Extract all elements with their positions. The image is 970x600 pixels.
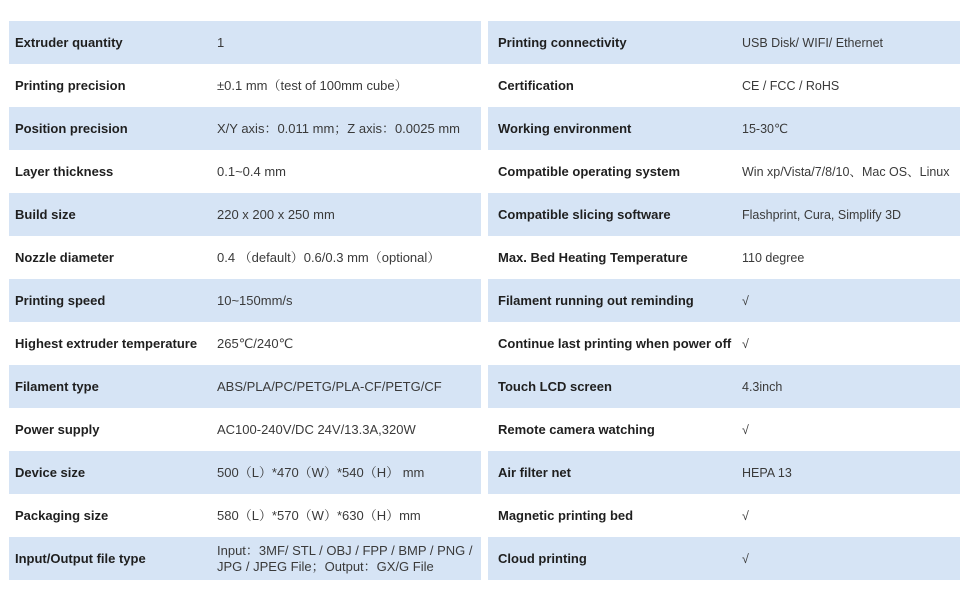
spec-label: Cloud printing [498, 551, 587, 566]
spec-label: Build size [15, 207, 76, 222]
spec-label: Working environment [498, 121, 632, 136]
spec-row-touch-lcd [488, 365, 960, 408]
spec-value: AC100-240V/DC 24V/13.3A,320W [217, 421, 416, 437]
spec-row-nozzle-diameter [9, 236, 481, 279]
spec-row-compatible-os [488, 150, 960, 193]
spec-label: Extruder quantity [15, 35, 123, 50]
spec-label: Device size [15, 465, 86, 480]
spec-value: 500（L）*470（W）*540（H） mm [217, 464, 425, 480]
spec-value: X/Y axis：0.011 mm；Z axis：0.0025 mm [217, 120, 460, 136]
spec-value: Win xp/Vista/7/8/10、Mac OS、Linux [742, 164, 950, 179]
spec-label: Layer thickness [15, 164, 114, 179]
spec-row-air-filter [488, 451, 960, 494]
spec-label: Remote camera watching [498, 422, 655, 437]
spec-label: Input/Output file type [15, 551, 146, 566]
spec-row-slicing-software [488, 193, 960, 236]
spec-label: Highest extruder temperature [15, 336, 198, 351]
spec-row-filament-runout [488, 279, 960, 322]
check-mark-icon: √ [742, 422, 749, 437]
spec-value: ±0.1 mm（test of 100mm cube） [217, 77, 408, 93]
spec-value: 1 [217, 34, 225, 50]
spec-row-bed-heating-temperature [488, 236, 960, 279]
spec-value: 0.4 （default）0.6/0.3 mm（optional） [217, 249, 441, 265]
spec-value: 110 degree [742, 250, 805, 265]
spec-label: Certification [498, 78, 574, 93]
spec-label: Printing speed [15, 293, 106, 308]
spec-row-power-resume [488, 322, 960, 365]
spec-label: Nozzle diameter [15, 250, 114, 265]
spec-label: Power supply [15, 422, 100, 437]
spec-value: 580（L）*570（W）*630（H）mm [217, 507, 421, 523]
check-mark-icon: √ [742, 508, 749, 523]
spec-value: ABS/PLA/PC/PETG/PLA-CF/PETG/CF [217, 378, 442, 394]
spec-label: Filament type [15, 379, 99, 394]
spec-label: Touch LCD screen [498, 379, 612, 394]
spec-value: 4.3inch [742, 379, 783, 394]
spec-row-highest-extruder-temperature [9, 322, 481, 365]
spec-value: USB Disk/ WIFI/ Ethernet [742, 35, 884, 50]
spec-row-remote-camera [488, 408, 960, 451]
spec-value: 10~150mm/s [217, 292, 293, 308]
check-mark-icon: √ [742, 336, 749, 351]
spec-label: Printing connectivity [498, 35, 627, 50]
spec-label: Air filter net [498, 465, 571, 480]
spec-value: 15-30℃ [742, 121, 789, 136]
spec-row-layer-thickness [9, 150, 481, 193]
spec-label: Continue last printing when power off [498, 336, 732, 351]
spec-label: Packaging size [15, 508, 109, 523]
spec-table-right [488, 21, 960, 580]
spec-table-left [9, 21, 481, 580]
spec-row-build-size [9, 193, 481, 236]
spec-value: 220 x 200 x 250 mm [217, 206, 335, 222]
spec-label: Filament running out reminding [498, 293, 694, 308]
spec-row-filament-type [9, 365, 481, 408]
spec-value: CE / FCC / RoHS [742, 78, 840, 93]
spec-label: Position precision [15, 121, 128, 136]
spec-label: Compatible operating system [498, 164, 681, 179]
spec-row-position-precision [9, 107, 481, 150]
spec-row-packaging-size [9, 494, 481, 537]
spec-row-certification [488, 64, 960, 107]
check-mark-icon: √ [742, 293, 749, 308]
spec-label: Max. Bed Heating Temperature [498, 250, 688, 265]
spec-row-working-environment [488, 107, 960, 150]
spec-label: Printing precision [15, 78, 126, 93]
spec-label: Magnetic printing bed [498, 508, 634, 523]
spec-row-printing-connectivity [488, 21, 960, 64]
spec-row-printing-precision [9, 64, 481, 107]
check-mark-icon: √ [742, 551, 749, 566]
spec-row-printing-speed [9, 279, 481, 322]
spec-row-power-supply [9, 408, 481, 451]
spec-row-device-size [9, 451, 481, 494]
spec-value: Flashprint, Cura, Simplify 3D [742, 207, 902, 222]
spec-value: HEPA 13 [742, 465, 792, 480]
spec-row-cloud-printing [488, 537, 960, 580]
spec-row-magnetic-bed [488, 494, 960, 537]
spec-row-extruder-quantity [9, 21, 481, 64]
spec-label: Compatible slicing software [498, 207, 671, 222]
spec-value: 0.1~0.4 mm [217, 163, 287, 179]
spec-value: Input：3MF/ STL / OBJ / FPP / BMP / PNG / JPG / JPEG File；Output：GX/G File [217, 542, 473, 574]
spec-row-file-type [9, 537, 481, 580]
spec-value: 265℃/240℃ [217, 335, 294, 351]
